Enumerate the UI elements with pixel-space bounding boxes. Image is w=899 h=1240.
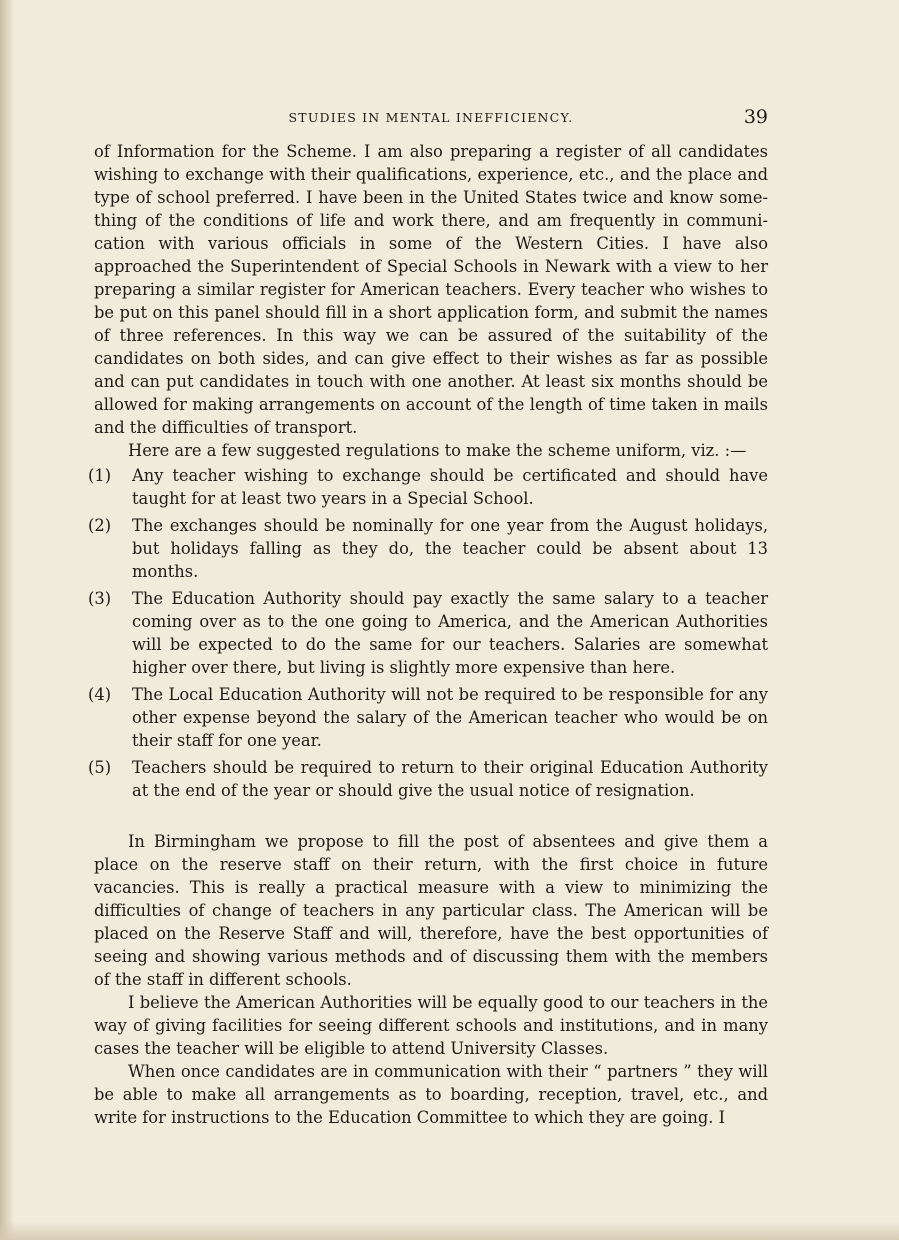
paragraph: I believe the American Authorities will be equally good to our teachers in the way of giving facilities for seeing different schools and institutions, and in many cases the teacher will be eligible to attend University Classes. [94, 993, 768, 1058]
list-number: (2) [88, 516, 112, 535]
paragraph: of Information for the Scheme. I am also preparing a register of all candidates wishing to exchange with their qualifications, experience, etc., and the place and type of school preferred. I have been in the United States twice and know something of the conditions of life and work there, and am frequently in communication with various officials in some of the Western Cities. I have also approached the Superintendent of Special Schools in Newark with a view to her preparing a similar register for American teachers. Every teacher who wishes to be put on this panel should fill in a short application form, and submit the names of three references. In this way we can be assured of the suitability of the candidates on both sides, and can give effect to their wishes as far as possible and can put candidates in touch with one another. At least six months should be allowed for making arrangements on account of the length of time taken in mails and the difficulties of transport. [94, 142, 768, 437]
page-edge-shadow [0, 0, 14, 1240]
running-head: STUDIES IN MENTAL INEFFICIENCY. [288, 110, 574, 125]
list-text: Teachers should be required to return to their original Education Authority at the end of the year or should give the usual notice of resignation. [132, 758, 768, 800]
regulations-list [88, 464, 768, 802]
list-text: The Education Authority should pay exactly the same salary to a teacher coming over as to the one going to America, and the American Authorities will be expected to do the same for our teachers. Salaries are somewhat higher over there, but living is slightly more expensive than here. [132, 589, 768, 677]
page-bottom-shadow [0, 1222, 899, 1240]
list-item [88, 514, 768, 583]
list-text: The Local Education Authority will not be required to be responsible for any other expense beyond the salary of the American teacher who would be on their staff for one year. [132, 685, 768, 750]
page-number: 39 [743, 106, 768, 128]
page-header [94, 106, 768, 134]
list-number: (3) [88, 589, 112, 608]
section-gap [94, 806, 768, 830]
list-item [88, 464, 768, 510]
list-text: The exchanges should be nominally for one year from the August holidays, but holidays falling as they do, the teacher could be absent about 13 months. [132, 516, 768, 581]
paragraph: In Birmingham we propose to fill the post of absentees and give them a place on the reserve staff on their return, with the first choice in future vacancies. This is really a practical measure with a view to minimizing the difficulties of change of teachers in any particular class. The American will be placed on the Reserve Staff and will, therefore, have the best opportunities of seeing and showing various methods and of discussing them with the members of the staff in different schools. [94, 832, 768, 989]
list-text: Any teacher wishing to exchange should be certificated and should have taught for at least two years in a Special School. [132, 466, 768, 508]
paragraph: When once candidates are in communication with their “ partners ” they will be able to make all arrangements as to boarding, reception, travel, etc., and write for instructions to the Education Committee to which they are going. I [94, 1062, 768, 1127]
page-body [88, 140, 768, 1129]
list-item [88, 756, 768, 802]
list-number: (1) [88, 466, 112, 485]
paragraph: Here are a few suggested regulations to make the scheme uniform, viz. :— [128, 441, 747, 460]
list-number: (5) [88, 758, 112, 777]
list-item [88, 683, 768, 752]
list-item [88, 587, 768, 679]
list-number: (4) [88, 685, 112, 704]
